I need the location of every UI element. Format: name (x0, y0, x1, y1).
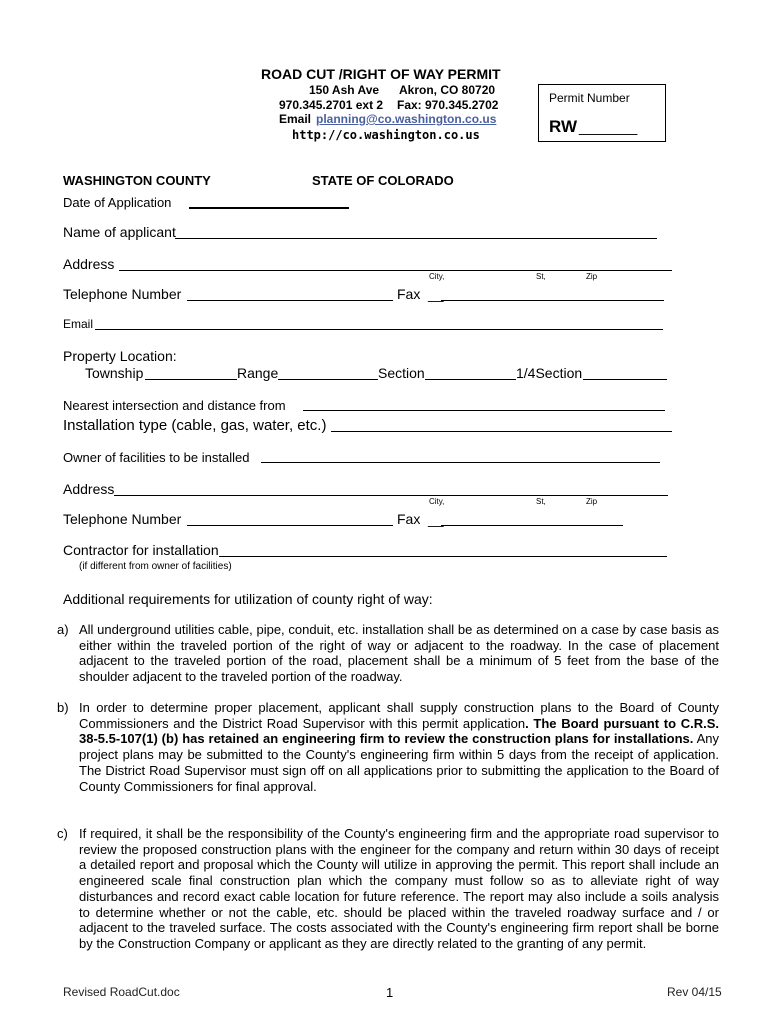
township-field[interactable] (145, 379, 237, 380)
owner-state-caption: St, (536, 497, 546, 506)
nearest-intersection-field[interactable] (303, 410, 665, 411)
fax-label: Fax (397, 286, 421, 302)
range-label: Range (237, 365, 279, 381)
item-b-label: b) (57, 700, 69, 715)
address-city: Akron, CO 80720 (399, 83, 496, 97)
owner-fax-label: Fax (397, 511, 421, 527)
range-field[interactable] (278, 379, 378, 380)
owner-telephone-label: Telephone Number (63, 511, 182, 527)
page-title: ROAD CUT /RIGHT OF WAY PERMIT (261, 66, 501, 82)
date-of-application-label: Date of Application (63, 195, 172, 210)
owner-telephone-field[interactable] (187, 525, 393, 526)
city-caption: City, (429, 272, 445, 281)
email-label: Email (279, 112, 312, 126)
item-b-text-bold: . The Board pursuant to C.R.S. 38-5.5-107(1) (b) has retained an engineering firm to review the construction plans for installations. (79, 715, 719, 747)
email-link[interactable]: planning@co.washington.co.us (316, 112, 497, 126)
item-c-text: If required, it shall be the responsibility of the County's engineering firm and the appropriate road supervisor to review the proposed construction plans with the engineer for the company and return within 30 days of receipt a detailed report and proposal which the County will utilize in approving the permit. This report shall include an engineered scale final construction plan which the company must follow so as to alleviate right of way disturbances and record exact cable location for future reference. The report may also include a soils analysis to determine whether or not the cable, etc. should be placed within the traveled roadway surface and / or adjacent to the traveled surface. The costs associated with the County's engineering firm report shall be borne by the Construction Company or applicant as they are directly related to the granting of any permit. (79, 826, 719, 951)
township-label: Township (85, 365, 144, 381)
phone-number: 970.345.2701 ext 2 (279, 98, 384, 112)
permit-number-blank[interactable]: _______ (579, 119, 638, 136)
state-caption: St, (536, 272, 546, 281)
telephone-field[interactable] (187, 300, 393, 301)
owner-address-label: Address (63, 481, 115, 497)
fax-prefix: __ (428, 286, 444, 302)
item-a-label: a) (57, 622, 69, 637)
state-name: STATE OF COLORADO (312, 173, 454, 188)
quarter-section-field[interactable] (583, 379, 667, 380)
section-label: Section (378, 365, 425, 381)
contractor-field[interactable] (219, 556, 667, 557)
owner-city-caption: City, (429, 497, 445, 506)
footer-filename: Revised RoadCut.doc (63, 985, 180, 999)
fax-number: Fax: 970.345.2702 (397, 98, 499, 112)
item-c-label: c) (57, 826, 68, 841)
item-b-text-part3: Any project plans may be submitted to the County's engineering firm within 5 days from the receipt of application. The District Road Supervisor must sign off on all applications prior to submitting the application to the Board of County Commissioners for final approval. (79, 731, 719, 794)
property-location-label: Property Location: (63, 348, 177, 364)
county-name: WASHINGTON COUNTY (63, 173, 211, 188)
owner-of-facilities-label: Owner of facilities to be installed (63, 450, 250, 465)
nearest-intersection-label: Nearest intersection and distance from (63, 398, 286, 413)
quarter-section-label: 1/4Section (516, 365, 583, 381)
permit-number-label: Permit Number (549, 91, 630, 105)
date-of-application-field[interactable] (189, 207, 349, 209)
permit-number-box (538, 84, 666, 142)
address-street: 150 Ash Ave (309, 83, 380, 97)
item-a-text: All underground utilities cable, pipe, conduit, etc. installation shall be as determined on a case by case basis as either within the traveled portion of the right of way or adjacent to the roadway. In the case of placement adjacent to the traveled portion of the road, placement shall be a minimum of 5 feet from the base of the shoulder adjacent to the traveled portion of the roadway. (79, 622, 719, 685)
name-of-applicant-field[interactable] (175, 238, 657, 239)
zip-caption: Zip (586, 272, 598, 281)
footer-page-number: 1 (386, 985, 394, 1000)
address-label: Address (63, 256, 115, 272)
item-b-text-part1: In order to determine proper placement, applicant shall supply construction plans to the Board of County Commissioners and the District Road Supervisor with this permit application (79, 700, 719, 731)
owner-fax-prefix: __ (428, 511, 444, 527)
item-b-text (79, 700, 719, 794)
additional-requirements-heading: Additional requirements for utilization of county right of way: (63, 591, 433, 607)
email-field[interactable] (95, 329, 663, 330)
section-field[interactable] (425, 379, 516, 380)
footer-revision: Rev 04/15 (667, 985, 722, 999)
website-url[interactable]: http://co.washington.co.us (292, 128, 480, 142)
owner-of-facilities-field[interactable] (261, 462, 660, 463)
fax-field[interactable] (441, 300, 664, 301)
owner-address-field[interactable] (114, 495, 668, 496)
contractor-note: (if different from owner of facilities) (79, 561, 232, 572)
address-field[interactable] (119, 270, 672, 271)
permit-number-prefix: RW (549, 117, 578, 136)
owner-fax-field[interactable] (441, 525, 623, 526)
email-field-label: Email (63, 317, 94, 331)
installation-type-label: Installation type (cable, gas, water, etc.) (63, 417, 327, 434)
name-of-applicant-label: Name of applicant (63, 224, 176, 240)
telephone-label: Telephone Number (63, 286, 182, 302)
contractor-label: Contractor for installation (63, 542, 219, 558)
installation-type-field[interactable] (331, 431, 672, 432)
owner-zip-caption: Zip (586, 497, 598, 506)
